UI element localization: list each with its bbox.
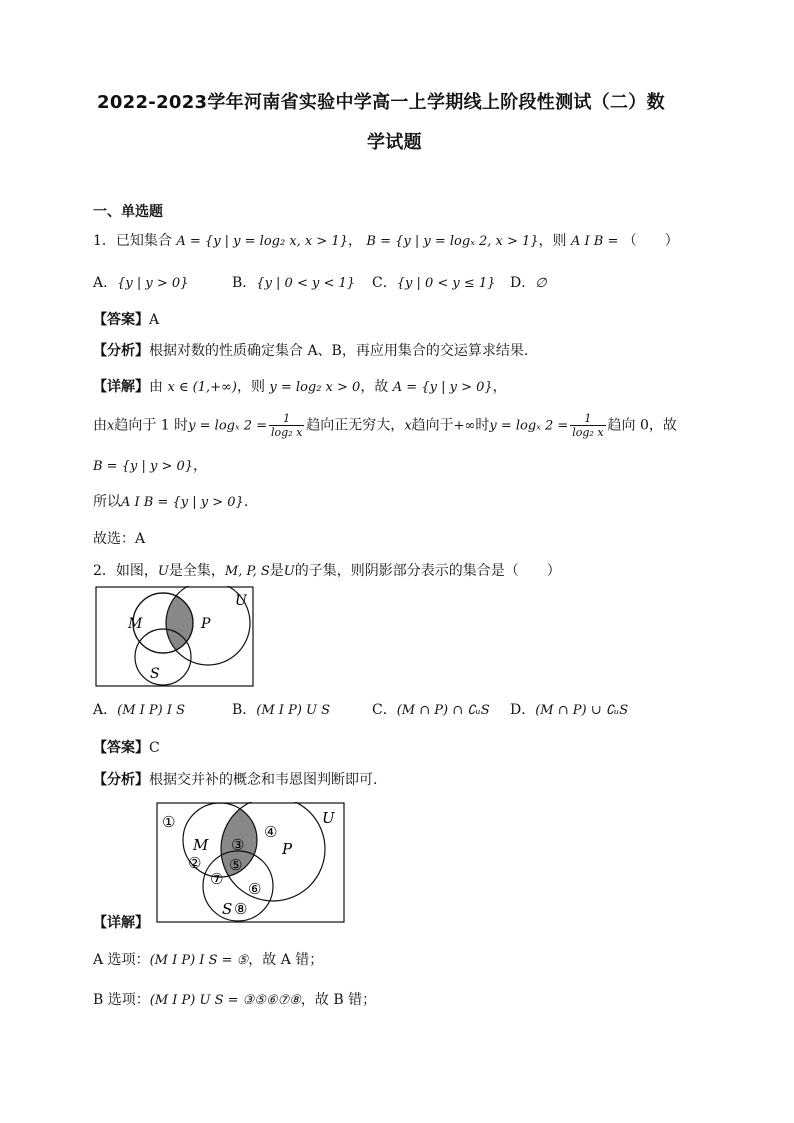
venn-diagram-regions [156,802,346,924]
region-8: ⑧ [234,900,248,918]
option-b: B．{y | 0 < y < 1} [232,275,356,291]
fraction: $\frac{1}{\text{log₂ x}}$ [572,412,604,439]
region-1: ① [162,813,176,831]
region-3: ③ [231,836,245,854]
intersection-expression: A I B = [570,234,619,249]
stem-text: ，则 [538,233,567,249]
venn-diagram-question [95,586,255,688]
page-title-line-1: 2022-2023学年河南省实验中学高一上学期线上阶段性测试（二）数 [97,92,665,113]
answer-value: A [149,312,160,328]
detail-tag: 【详解】 [93,379,149,395]
region-7: ⑦ [210,870,224,888]
analysis-tag: 【分析】 [93,772,149,788]
region-6: ⑥ [248,880,262,898]
question-2-stem: 2．如图，U是全集，M, P, S是U的子集，则阴影部分表示的集合是（ ） [93,563,561,579]
detail-tag: 【详解】 [93,915,149,931]
detail-line-2: 由x趋向于 1 时y = logₓ 2 = $\frac{1}{\text{log₂ x}}$ 趋向正无穷大，x趋向于+∞时y = logₓ 2 = $\frac{1}{\text{log₂ x}}$ 趋向 0，故 [93,412,677,439]
answer-line [93,311,159,329]
detail-option-a: A 选项：(M I P) I S = ⑤，故 A 错； [93,952,324,968]
label-m: M [193,836,209,854]
answer-tag: 【答案】 [93,312,149,328]
option-d: D．(M ∩ P) ∪ ∁ᵤS [510,702,629,718]
analysis-tag: 【分析】 [93,343,149,359]
final-choice: 故选：A [93,531,146,547]
section-heading: 一、单选题 [93,204,163,220]
detail-line-1: 【详解】由 x ∈ (1,+∞)，则 y = log₂ x > 0，故 A = {y | y > 0}， [93,379,507,395]
option-c: C．(M ∩ P) ∩ ∁ᵤS [372,702,490,718]
analysis-line [93,342,528,360]
region-2: ② [188,854,202,872]
separator: ， [347,233,362,249]
option-d: D．∅ [510,275,547,291]
question-number: 2． [93,563,116,579]
label-u: U [235,593,247,609]
detail-line-3: B = {y | y > 0}， [93,458,208,474]
answer-blank: （ ） [622,233,679,249]
label-p: P [282,840,293,858]
label-s: S [150,666,160,682]
detail-option-b: B 选项：(M I P) U S = ③⑤⑥⑦⑧，故 B 错； [93,992,377,1008]
option-c: C．{y | 0 < y ≤ 1} [372,275,496,291]
set-a-definition: A = {y | y = log₂ x, x > 1} [176,234,348,249]
answer-line [93,739,160,757]
option-a: A．{y | y > 0} [93,275,189,291]
region-4: ④ [264,823,278,841]
option-b: B．(M I P) U S [232,702,331,718]
set-b-definition: B = {y | y = logₓ 2, x > 1} [366,234,539,249]
label-m: M [128,616,143,632]
detail-line-4: 所以A I B = {y | y > 0}. [93,494,249,510]
answer-value: C [149,740,160,756]
answer-tag: 【答案】 [93,740,149,756]
page-title-line-2: 学试题 [367,132,422,153]
analysis-text: 根据交并补的概念和韦恩图判断即可. [149,772,378,788]
stem-text: 已知集合 [115,233,172,249]
label-s: S [222,900,233,918]
analysis-line [93,771,377,789]
question-number: 1． [93,233,116,249]
question-1-stem [93,232,679,251]
label-u: U [322,809,335,827]
region-5: ⑤ [229,856,243,874]
fraction: $\frac{1}{\text{log₂ x}}$ [271,412,303,439]
analysis-text: 根据对数的性质确定集合 A、B，再应用集合的交运算求结果. [149,343,529,359]
label-p: P [201,616,211,632]
option-a: A．(M I P) I S [93,702,186,718]
